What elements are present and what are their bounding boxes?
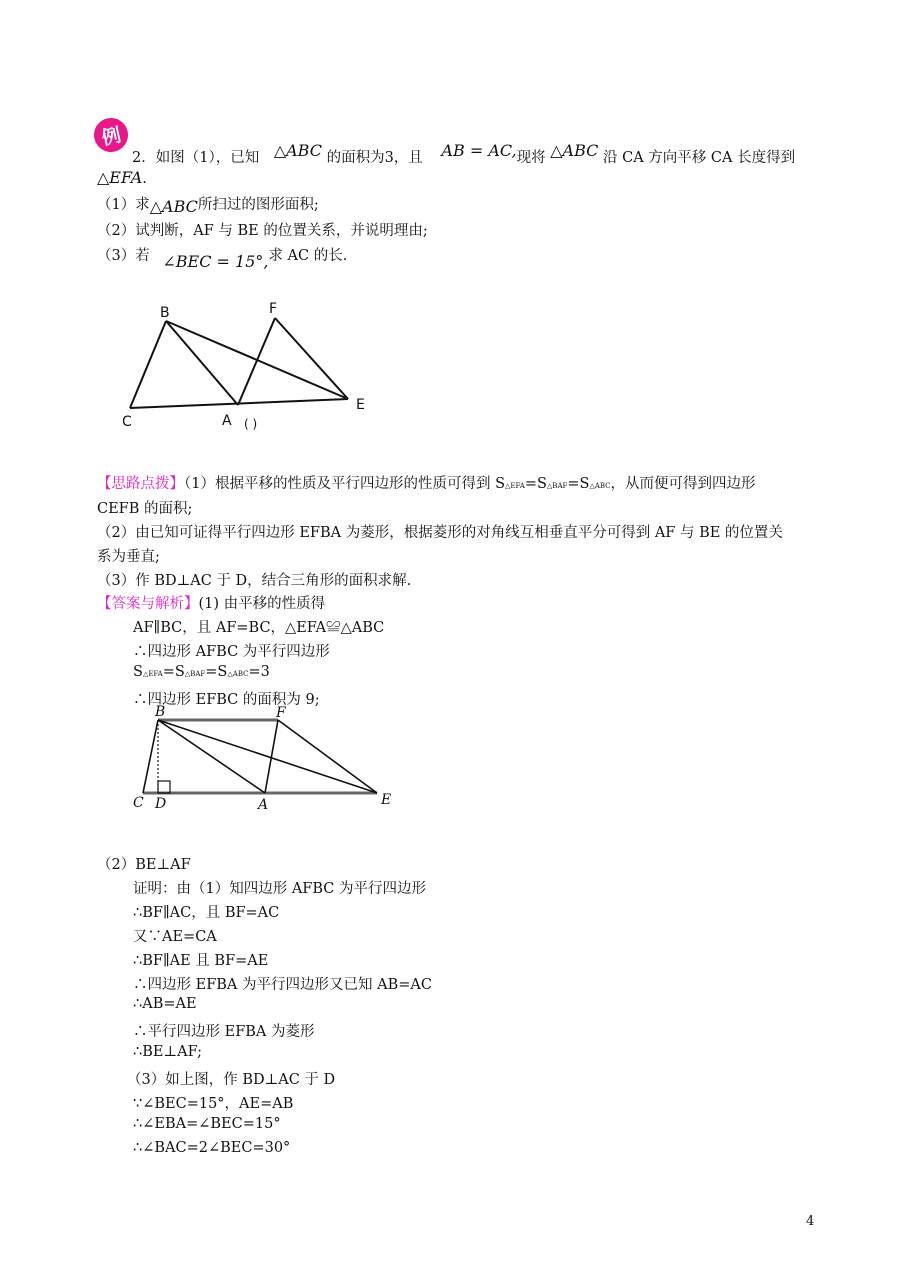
figure-1 <box>110 295 380 435</box>
hint-label: 【思路点拨】 <box>97 476 184 492</box>
right-angle-mark <box>158 781 170 793</box>
proof-line-7: ∴平行四边形 EFBA 为菱形 <box>133 1024 315 1040</box>
figure-2 <box>125 700 405 820</box>
label-c: C <box>133 795 144 811</box>
proof-line-0: （2）BE⊥AF <box>97 857 191 873</box>
proof-line-4: ∴BF∥AE 且 BF=AE <box>133 953 269 969</box>
triangle-efa: △EFA <box>97 168 143 187</box>
proof-line-9: （3）如上图，作 BD⊥AC 于 D <box>127 1072 336 1088</box>
proof-line-12: ∴∠BAC=2∠BEC=30° <box>133 1140 291 1156</box>
label-b: B <box>155 704 166 720</box>
question-3: （3）若 ∠BEC = 15°,求 AC 的长. <box>97 248 348 271</box>
proof-line-10: ∵∠BEC=15°，AE=AB <box>133 1096 294 1112</box>
label-e: E <box>381 792 392 808</box>
answer-label: 【答案与解析】 <box>97 596 199 612</box>
problem-line-1: 2．如图（1），已知 △ABC 的面积为3，且 AB = AC,现将 △ABC 沿 CA 方向平移 CA 长度得到 <box>132 141 796 166</box>
proof-line-11: ∴∠EBA=∠BEC=15° <box>133 1116 281 1132</box>
label-f: F <box>269 301 278 317</box>
triangle-abc-2: △ABC <box>550 141 599 160</box>
label-b: B <box>160 305 170 321</box>
ab-equals-ac: AB = AC, <box>441 141 517 160</box>
triangle-abc: △ABC <box>273 141 322 160</box>
label-f: F <box>276 705 286 721</box>
proof-line-2: ∴BF∥AC，且 BF=AC <box>133 905 280 921</box>
answer-line-4: S△EFA=S△BAF=S△ABC=3 <box>133 664 270 680</box>
hint-line-2: CEFB 的面积; <box>97 501 193 517</box>
example-badge: 例 <box>91 115 131 155</box>
proof-line-3: 又∵AE=CA <box>133 929 217 945</box>
hint-line-3: （2）由已知可证得平行四边形 EFBA 为菱形，根据菱形的对角线互相垂直平分可得到 AF 与 BE 的位置关 <box>97 525 783 541</box>
proof-line-5: ∴四边形 EFBA 为平行四边形又已知 AB=AC <box>133 977 432 993</box>
label-e: E <box>356 397 365 413</box>
label-a: A <box>222 413 232 429</box>
proof-line-1: 证明：由（1）知四边形 AFBC 为平行四边形 <box>133 881 426 897</box>
question-2: （2）试判断，AF 与 BE 的位置关系，并说明理由; <box>97 223 428 239</box>
hint-line-5: （3）作 BD⊥AC 于 D，结合三角形的面积求解. <box>97 573 412 589</box>
proof-line-6: ∴AB=AE <box>133 996 197 1012</box>
answer-line-1: 【答案与解析】(1) 由平移的性质得 <box>97 596 326 612</box>
label-c: C <box>122 414 132 430</box>
answer-line-2: AF∥BC，且 AF=BC，△EFA≌△ABC <box>133 620 385 636</box>
figure-caption: ( ) <box>244 417 258 431</box>
answer-line-5: ∴四边形 EFBC 的面积为 9; <box>133 692 320 708</box>
answer-line-3: ∴四边形 AFBC 为平行四边形 <box>133 644 330 660</box>
hint-line-4: 系为垂直; <box>97 549 160 565</box>
page-number: 4 <box>806 1214 815 1229</box>
angle-bec: ∠BEC = 15°, <box>162 252 269 271</box>
problem-line-2: △EFA. <box>97 168 147 187</box>
proof-line-8: ∴BE⊥AF; <box>133 1044 203 1060</box>
label-d: D <box>155 796 167 812</box>
label-a: A <box>258 797 269 813</box>
hint-line-1: 【思路点拨】（1）根据平移的性质及平行四边形的性质可得到 S△EFA=S△BAF=S△ABC，从而便可得到四边形 <box>97 476 756 492</box>
question-1: （1）求△ABC所扫过的图形面积; <box>97 197 319 216</box>
